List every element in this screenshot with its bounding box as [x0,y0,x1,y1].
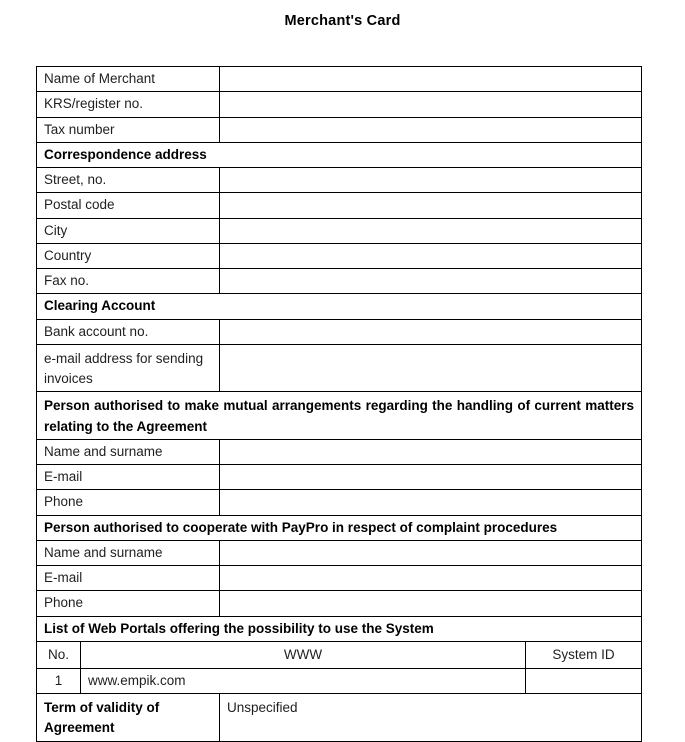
field-value [220,243,642,268]
field-value [220,490,642,515]
merchant-card-table [36,66,642,742]
page-title: Merchant's Card [284,13,401,29]
section-header: Person authorised to cooperate with PayPro in respect of complaint procedures [37,515,642,540]
section-header: Correspondence address [37,142,642,167]
validity-row [37,694,642,742]
section-row [37,515,642,540]
field-label: e-mail address for sending invoices [37,344,220,392]
field-label: E-mail [37,465,220,490]
table-row [37,67,642,92]
field-value [220,218,642,243]
field-value [220,117,642,142]
section-header: Clearing Account [37,294,642,319]
table-row [37,566,642,591]
table-row [37,168,642,193]
validity-value: Unspecified [220,694,642,742]
table-row [37,269,642,294]
table-row [37,92,642,117]
field-value [220,591,642,616]
section-header: Person authorised to make mutual arrangements regarding the handling of current matters relating to the Agreement [37,392,642,440]
table-row [37,439,642,464]
field-value [220,465,642,490]
field-label: Name of Merchant [37,67,220,92]
field-value [220,319,642,344]
section-row [37,616,642,641]
table-row [37,490,642,515]
validity-label: Term of validity of Agreement [37,694,220,742]
field-label: E-mail [37,566,220,591]
field-label: City [37,218,220,243]
table-row [37,243,642,268]
section-row [37,392,642,440]
section-row [37,142,642,167]
field-value [220,168,642,193]
field-label: Name and surname [37,540,220,565]
field-value [220,269,642,294]
portals-col-no: No. [37,641,81,668]
portal-entry-www: www.empik.com [81,668,526,693]
field-label: Street, no. [37,168,220,193]
field-label: KRS/register no. [37,92,220,117]
section-header: List of Web Portals offering the possibility to use the System [37,616,642,641]
field-value [220,67,642,92]
table-row [37,117,642,142]
field-value [220,540,642,565]
field-label: Fax no. [37,269,220,294]
field-label: Name and surname [37,439,220,464]
field-value [220,193,642,218]
portal-entry-system-id [526,668,642,693]
field-value [220,439,642,464]
field-label: Tax number [37,117,220,142]
field-label: Postal code [37,193,220,218]
field-label: Phone [37,490,220,515]
portals-header-row [37,641,642,668]
field-label: Phone [37,591,220,616]
table-row [37,193,642,218]
field-value [220,344,642,392]
portals-col-www: WWW [81,641,526,668]
section-row [37,294,642,319]
portal-entry-row [37,668,642,693]
portals-col-system-id: System ID [526,641,642,668]
portal-entry-no: 1 [37,668,81,693]
field-value [220,92,642,117]
table-row [37,465,642,490]
table-row [37,218,642,243]
table-row [37,540,642,565]
field-label: Bank account no. [37,319,220,344]
table-row [37,319,642,344]
table-row [37,344,642,392]
field-label: Country [37,243,220,268]
table-row [37,591,642,616]
field-value [220,566,642,591]
